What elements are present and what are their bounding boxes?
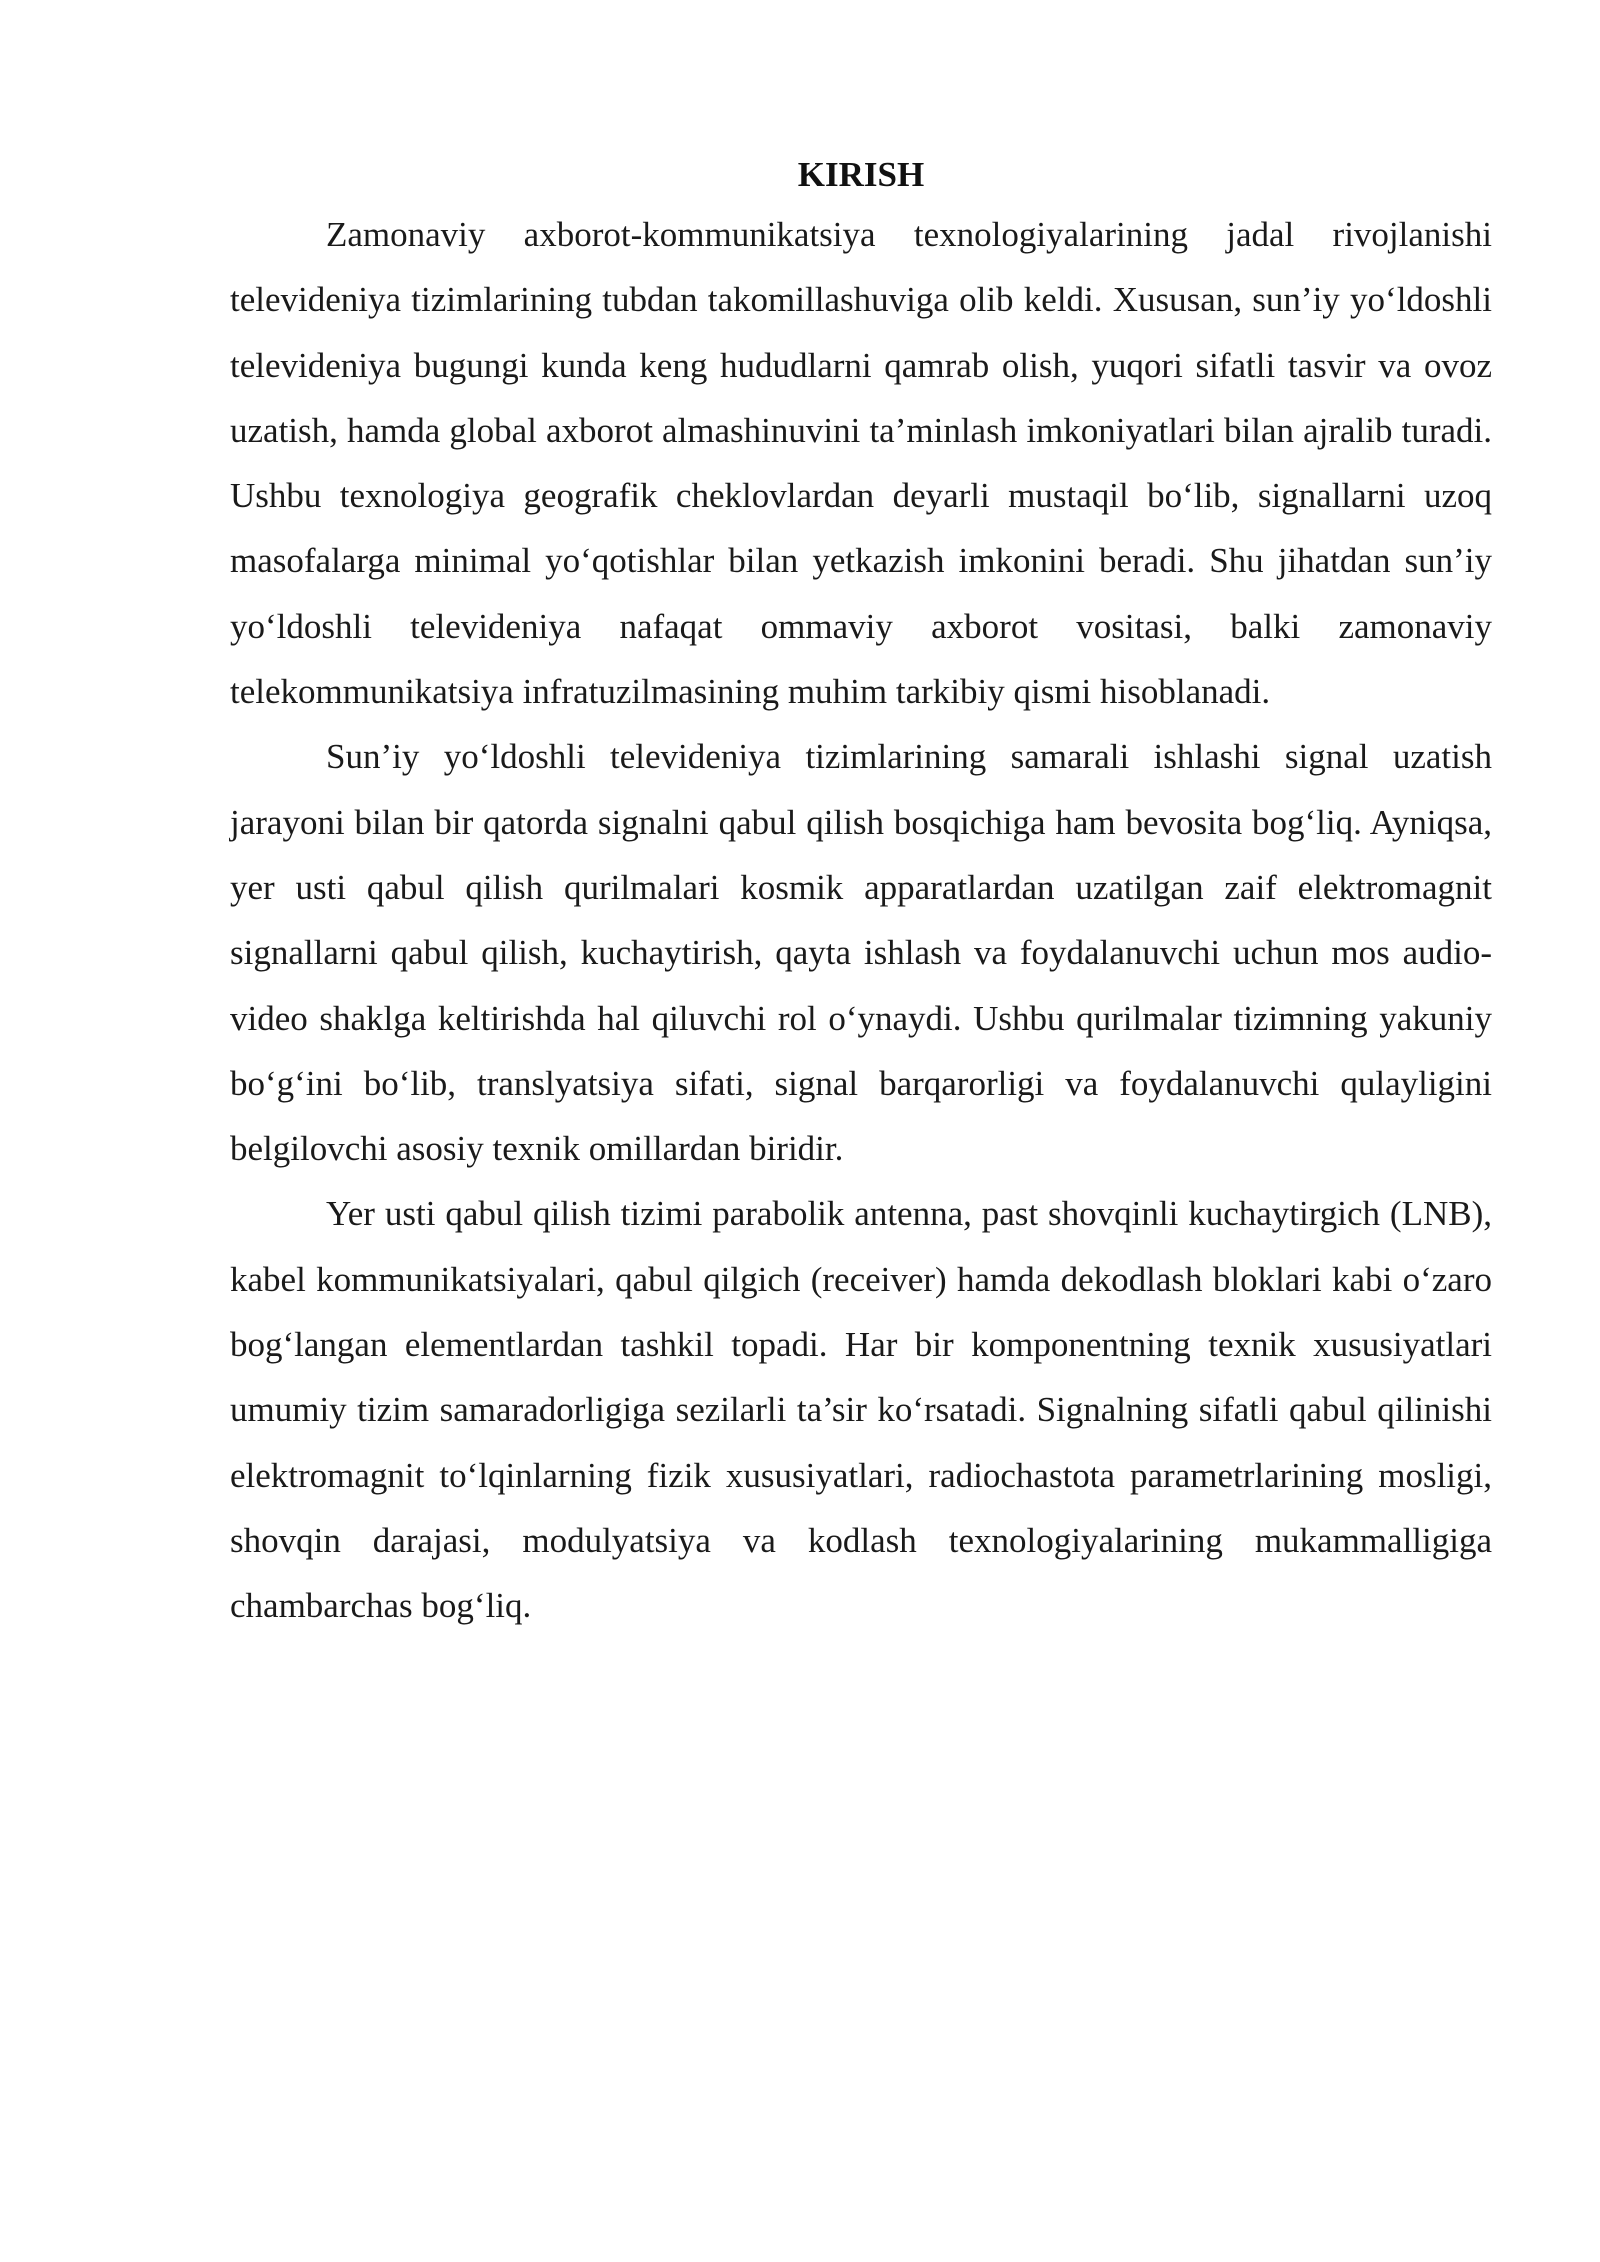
paragraph-3: Yer usti qabul qilish tizimi parabolik antenna, past shovqinli kuchaytirgich (LNB), kabel kommunikatsiyalari, qabul qilgich (receiver) hamda dekodlash bloklari kabi o‘zaro bog‘langan elementlardan tashkil topadi. Har bir komponentning texnik xususiyatlari umumiy tizim samaradorligiga sezilarli ta’sir ko‘rsatadi. Signalning sifatli qabul qilinishi elektromagnit to‘lqinlarning fizik xususiyatlari, radiochastota parametrlarining mosligi, shovqin darajasi, modulyatsiya va kodlash texnologiyalarining mukammalligiga chambarchas bog‘liq. xyxy=(230,1194,1492,1626)
document-body xyxy=(230,148,1492,1639)
paragraph-1: Zamonaviy axborot-kommunikatsiya texnologiyalarining jadal rivojlanishi televideniya tizimlarining tubdan takomillashuviga olib keldi. Xususan, sun’iy yo‘ldoshli televideniya bugungi kunda keng hududlarni qamrab olish, yuqori sifatli tasvir va ovoz uzatish, hamda global axborot almashinuvini ta’minlash imkoniyatlari bilan ajralib turadi. Ushbu texnologiya geografik cheklovlardan deyarli mustaqil bo‘lib, signallarni uzoq masofalarga minimal yo‘qotishlar bilan yetkazish imkonini beradi. Shu jihatdan sun’iy yo‘ldoshli televideniya nafaqat ommaviy axborot vositasi, balki zamonaviy telekommunikatsiya infratuzilmasining muhim tarkibiy qismi hisoblanadi. xyxy=(230,215,1492,712)
paragraph-2: Sun’iy yo‘ldoshli televideniya tizimlarining samarali ishlashi signal uzatish jarayoni bilan bir qatorda signalni qabul qilish bosqichiga ham bevosita bog‘liq. Ayniqsa, yer usti qabul qilish qurilmalari kosmik apparatlardan uzatilgan zaif elektromagnit signallarni qabul qilish, kuchaytirish, qayta ishlash va foydalanuvchi uchun mos audio-video shaklga keltirishda hal qiluvchi rol o‘ynaydi. Ushbu qurilmalar tizimning yakuniy bo‘g‘ini bo‘lib, translyatsiya sifati, signal barqarorligi va foydalanuvchi qulayligini belgilovchi asosiy texnik omillardan biridir. xyxy=(230,737,1492,1169)
page-title: KIRISH xyxy=(797,155,925,194)
